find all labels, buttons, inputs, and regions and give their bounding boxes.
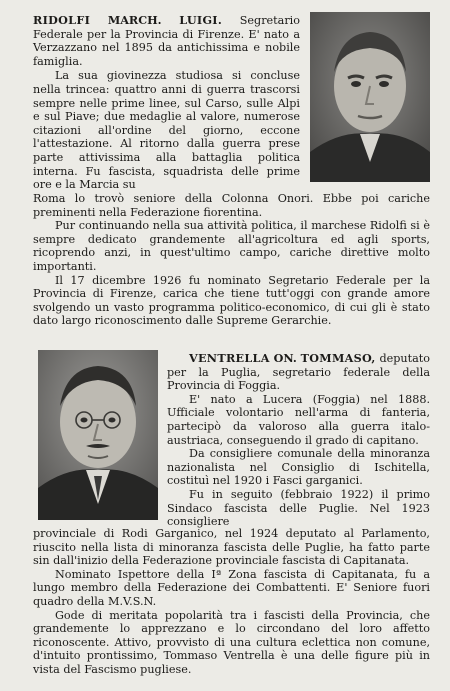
- ventrella-council-paragraph: Da consigliere comunale della minoranza nazionalista nel Consiglio di Ischitella, costituì nel 1920 i Fasci garganici.: [167, 447, 430, 488]
- ventrella-bio-narrow: [167, 352, 430, 529]
- ridolfi-portrait: [310, 12, 430, 182]
- ridolfi-heading-paragraph: [33, 14, 300, 68]
- ventrella-title: ON.: [273, 351, 297, 365]
- ventrella-portrait-image: [38, 350, 158, 520]
- ventrella-mayor-paragraph-continued: provinciale di Rodi Garganico, nel 1924 deputato al Parlamento, riuscito nella lista di minoranza fascista delle Puglie, ha fatto parte sin dall'inizio della Federazione provinciale fascista di Capitanata.: [33, 527, 430, 568]
- ventrella-surname: VENTRELLA: [189, 351, 270, 365]
- ridolfi-given-name: LUIGI.: [179, 13, 223, 27]
- ventrella-heading-paragraph: [167, 352, 430, 393]
- ventrella-birth-paragraph: E' nato a Lucera (Foggia) nel 1888. Ufficiale volontario nell'arma di fanteria, partecipò da valoroso alla guerra italo-austriaca, conseguendo il grado di capitano.: [167, 392, 430, 447]
- ventrella-bio-wide: [33, 527, 430, 677]
- ventrella-popularity-paragraph: Gode di meritata popolarità tra i fascisti della Provincia, che grandemente lo apprezzano e lo circondano del loro affetto riconoscente. Attivo, provvisto di una cultura eclettica non comune, d'intuito prontissimo, Tommaso Ventrella è una delle figure più in vista del Fascismo pugliese.: [33, 608, 430, 676]
- ventrella-inspector-paragraph: Nominato Ispettore della Iª Zona fascista di Capitanata, fu a lungo membro della Federazione dei Combattenti. E' Seniore fuori quadro della M.V.S.N.: [33, 567, 430, 608]
- ridolfi-portrait-image: [310, 12, 430, 182]
- ridolfi-war-paragraph-continued: Roma lo trovò seniore della Colonna Onori. Ebbe poi cariche preminenti nella Federazione fiorentina.: [33, 192, 430, 219]
- ridolfi-war-paragraph: La sua giovinezza studiosa si concluse nella trincea: quattro anni di guerra trascorsi sempre nelle prime linee, sul Carso, sulle Alpi e sul Piave; due medaglie al valore, numerose citazioni all'ordine del giorno, eccone l'attestazione. Al ritorno dalla guerra prese parte attivissima alla battaglia politica interna. Fu fascista, squadrista delle prime ore e la Marcia su: [33, 69, 300, 192]
- ridolfi-agriculture-paragraph: Pur continuando nella sua attività politica, il marchese Ridolfi si è sempre dedicato grandemente all'agricoltura ed agli sports, ricoprendo anzi, in quest'ultimo campo, cariche direttive molto importanti.: [33, 219, 430, 273]
- ventrella-intro: deputato per la Puglia, segretario federale della Provincia di Foggia.: [167, 352, 431, 393]
- ridolfi-surname: RIDOLFI: [33, 13, 91, 27]
- ridolfi-appointment-paragraph: Il 17 dicembre 1926 fu nominato Segretario Federale per la Provincia di Firenze, carica che tiene tutt'oggi con grande amore svolgendo un vasto programma politico-economico, di cui gli è stato dato largo riconoscimento dalle Supreme Gerarchie.: [33, 273, 430, 328]
- ridolfi-bio-wide: [33, 192, 430, 328]
- ridolfi-intro: Segretario Federale per la Provincia di Firenze. E' nato a Verzazzano nel 1895 da antichissima e nobile famiglia.: [33, 14, 300, 68]
- ventrella-portrait: [38, 350, 158, 520]
- ventrella-mayor-paragraph: Fu in seguito (febbraio 1922) il primo Sindaco fascista delle Puglie. Nel 1923 consigliere: [167, 487, 430, 529]
- ridolfi-title: MARCH.: [107, 13, 162, 27]
- ventrella-given-name: TOMMASO,: [300, 351, 376, 365]
- ridolfi-bio-narrow: [33, 14, 300, 192]
